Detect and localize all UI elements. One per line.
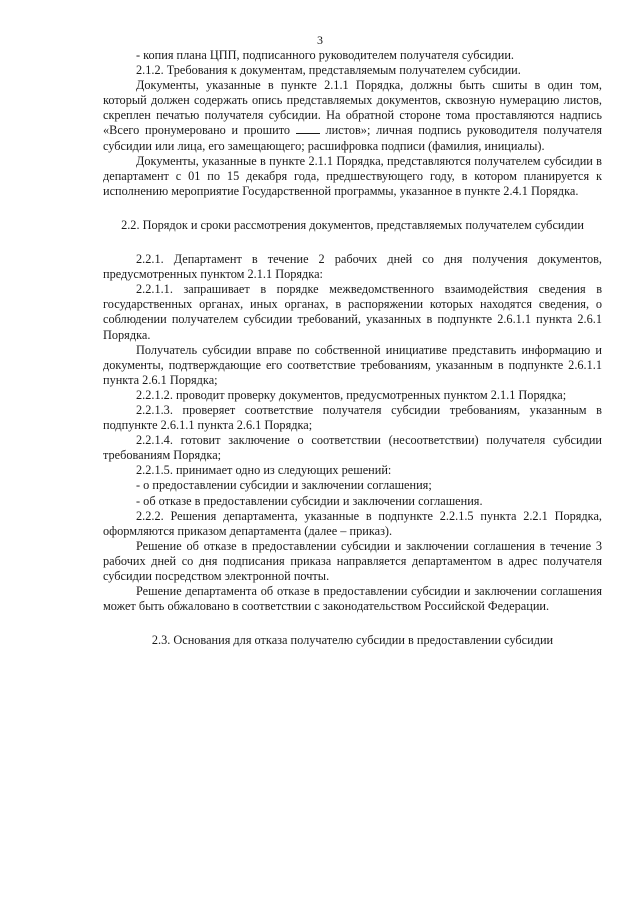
page-number: 3 — [317, 33, 323, 47]
section-heading-2-2: 2.2. Порядок и сроки рассмотрения документов, представляемых получателем субсидии — [121, 217, 584, 232]
paragraph-2-2-1-3: 2.2.1.3. проверяет соответствие получателя субсидии требованиям, указанным в подпункте 2.6.1.1 пункта 2.6.1 Порядка; — [103, 402, 602, 433]
document-body — [103, 48, 602, 648]
list-item-grant-decision: - о предоставлении субсидии и заключении соглашения; — [136, 478, 432, 493]
section-heading-2-3: 2.3. Основания для отказа получателю субсидии в предоставлении субсидии — [151, 633, 554, 648]
paragraph-2-2-2: 2.2.2. Решения департамента, указанные в подпункте 2.2.1.5 пункта 2.2.1 Порядка, оформляются приказом департамента (далее – приказ). — [103, 508, 602, 538]
blank-line — [296, 125, 320, 134]
paragraph-binding-text-a: Документы, указанные в пункте 2.1.1 Порядка, должны быть сшиты в один том, который должен содержать опись представляемых документов, сквозную нумерацию листов, скреплен печатью получателя субсидии. На обратной стороне тома проставляются надпись «Всего пронумеровано и прошито — [103, 78, 602, 138]
list-item-refusal-decision: - об отказе в предоставлении субсидии и заключении соглашения. — [136, 493, 483, 508]
paragraph-own-initiative: Получатель субсидии вправе по собственной инициативе представить информацию и документы, подтверждающие его соответствие требованиям, указанным в подпункте 2.6.1.1 пункта 2.6.1 Порядка; — [103, 342, 602, 387]
paragraph-2-2-1: 2.2.1. Департамент в течение 2 рабочих дней со дня получения документов, предусмотренных пунктом 2.1.1 Порядка: — [103, 252, 602, 282]
paragraph-2-2-1-2: 2.2.1.2. проводит проверку документов, предусмотренных пунктом 2.1.1 Порядка; — [136, 387, 567, 402]
paragraph-submission-dates: Документы, указанные в пункте 2.1.1 Порядка, представляются получателем субсидии в департамент с 01 по 15 декабря года, предшествующего году, в котором планируется к исполнению мероприятие Государственной программы, указанное в пункте 2.4.1 Порядка. — [103, 153, 602, 198]
paragraph-2-2-1-5: 2.2.1.5. принимает одно из следующих решений: — [136, 463, 392, 478]
paragraph-plan-copy: - копия плана ЦПП, подписанного руководителем получателя субсидии. — [136, 48, 514, 62]
paragraph-binding-requirements — [103, 78, 602, 153]
paragraph-2-2-1-4: 2.2.1.4. готовит заключение о соответствии (несоответствии) получателя субсидии требованиям Порядка; — [103, 433, 602, 463]
paragraph-appeal: Решение департамента об отказе в предоставлении субсидии и заключении соглашения может быть обжаловано в соответствии с законодательством Российской Федерации. — [103, 584, 602, 614]
paragraph-2-1-2: 2.1.2. Требования к документам, представляемым получателем субсидии. — [136, 63, 521, 78]
paragraph-2-2-1-1: 2.2.1.1. запрашивает в порядке межведомственного взаимодействия сведения в государственных органах, иных органах, в распоряжении которых находятся сведения, о соблюдении получателем субсидии требований, указанных в подпункте 2.6.1.1 пункта 2.6.1 Порядка. — [103, 282, 602, 342]
paragraph-refusal-notice: Решение об отказе в предоставлении субсидии и заключении соглашения в течение 3 рабочих дней со дня подписания приказа направляется департаментом в адрес получателя субсидии посредством электронной почты. — [103, 538, 602, 583]
paragraph-binding-text-b: листов»; личная подпись руководителя получателя субсидии или лица, его замещающего; расшифровка подписи (фамилия, инициалы). — [103, 123, 603, 153]
